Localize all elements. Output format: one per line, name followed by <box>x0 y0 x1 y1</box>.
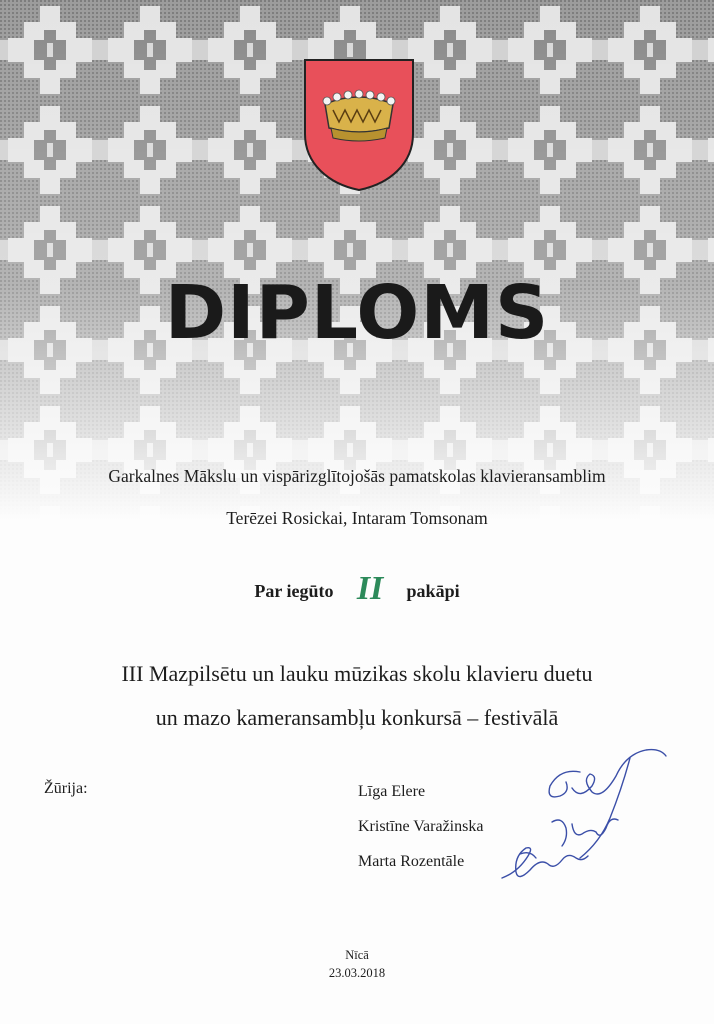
award-prefix: Par iegūto <box>254 581 334 602</box>
signatures <box>480 728 700 908</box>
diploma-title: DIPLOMS <box>164 270 550 356</box>
student-names: Terēzei Rosickai, Intaram Tomsonam <box>226 508 488 528</box>
jury-member: Līga Elere <box>358 783 426 800</box>
jury-member: Kristīne Varažinska <box>358 818 484 835</box>
place: Nīcā <box>345 948 369 962</box>
school-name: Garkalnes Mākslu un vispārizglītojošās pamatskolas klavieransamblim <box>108 466 606 486</box>
award-suffix: pakāpi <box>406 581 460 602</box>
competition-line-2: un mazo kameransambļu konkursā – festivālā <box>155 705 559 730</box>
coat-of-arms-logo <box>303 58 415 192</box>
jury-member: Marta Rozentāle <box>358 853 465 870</box>
jury-label: Žūrija: <box>44 780 88 797</box>
award-degree: II <box>356 570 384 607</box>
competition-line-1: III Mazpilsētu un lauku mūzikas skolu klavieru duetu <box>121 661 593 686</box>
date: 23.03.2018 <box>328 966 386 980</box>
award-line <box>0 570 714 612</box>
